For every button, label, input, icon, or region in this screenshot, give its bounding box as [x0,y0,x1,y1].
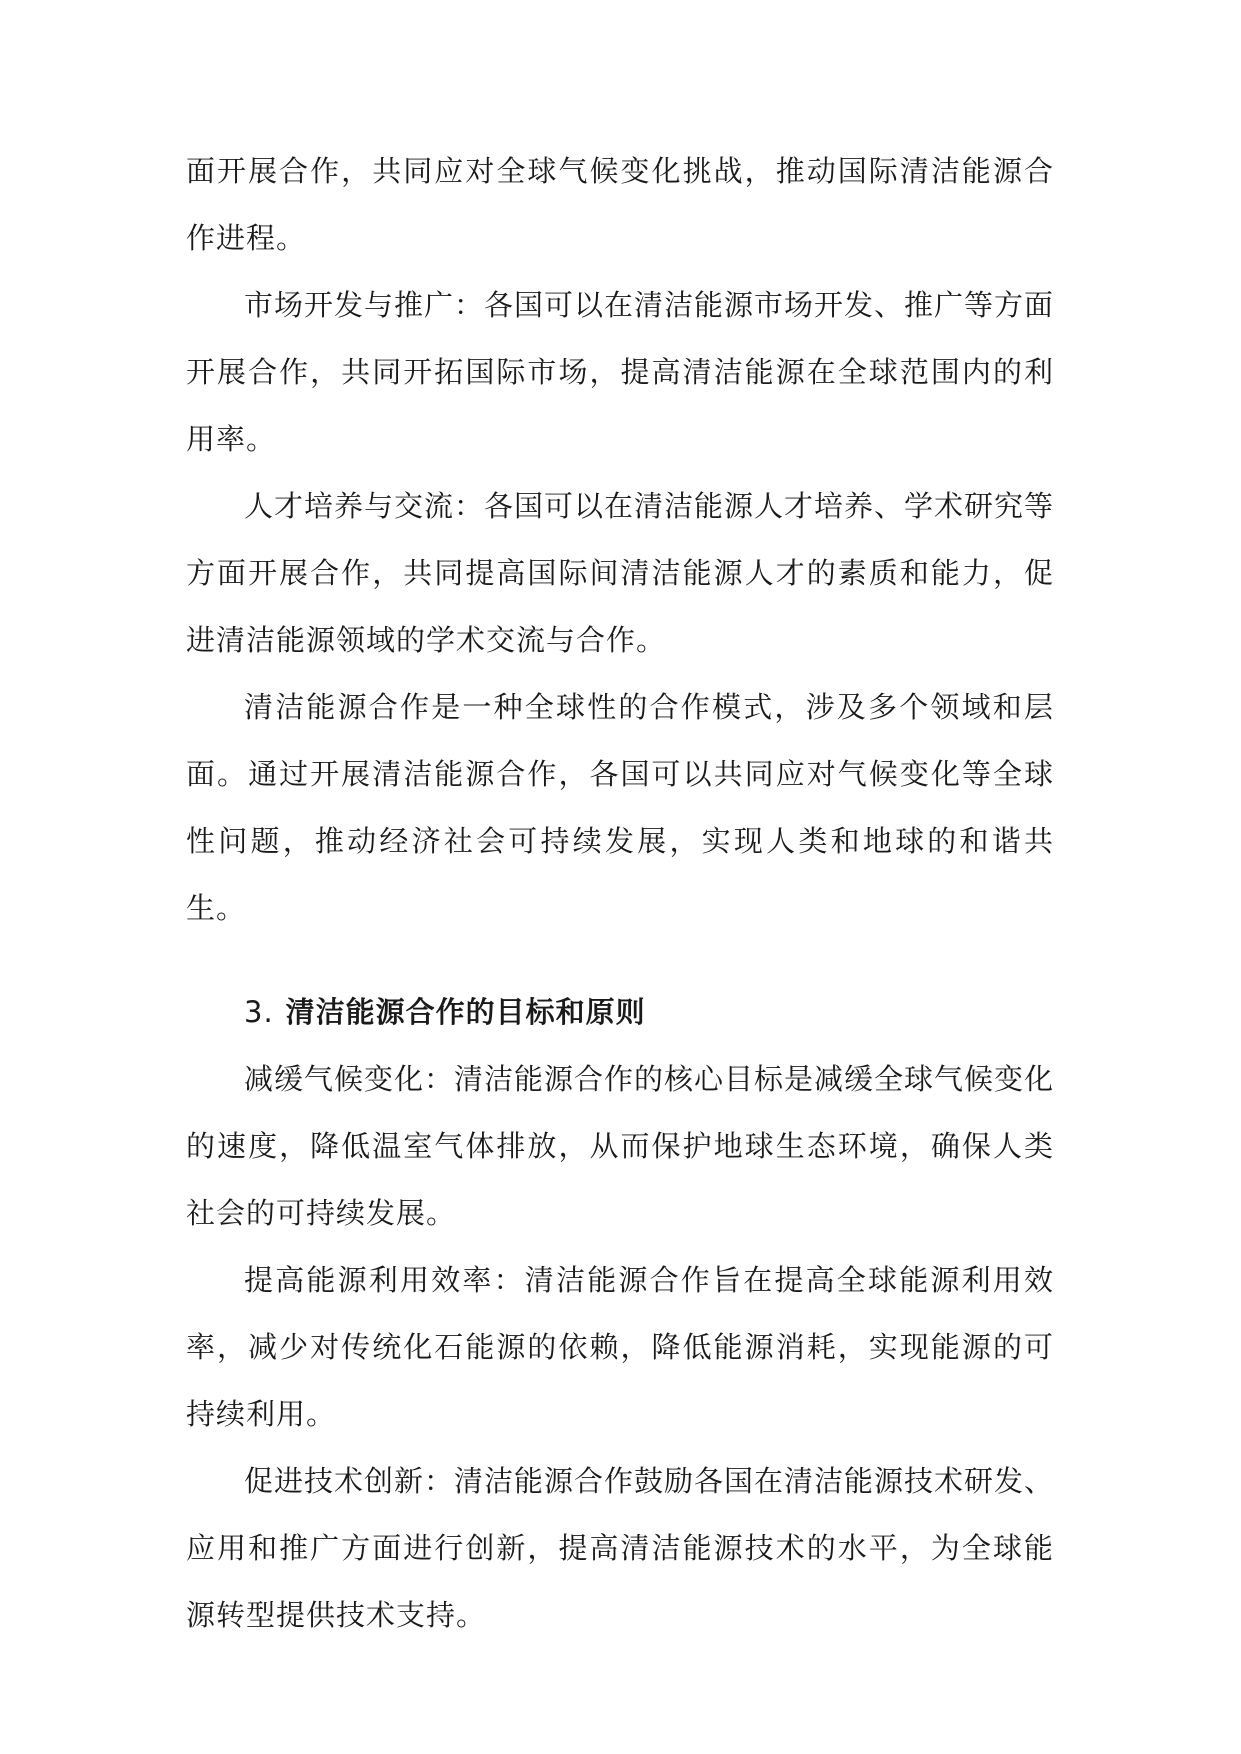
paragraph-market-development: 市场开发与推广：各国可以在清洁能源市场开发、推广等方面开展合作，共同开拓国际市场，提高清洁能源在全球范围内的利用率。 [186,288,1055,456]
section-number: 3. [244,995,274,1029]
section-heading [186,979,1054,1046]
paragraph-summary: 清洁能源合作是一种全球性的合作模式，涉及多个领域和层面。通过开展清洁能源合作，各国可以共同应对气候变化等全球性问题，推动经济社会可持续发展，实现人类和地球的和谐共生。 [186,690,1054,925]
paragraph-continued: 面开展合作，共同应对全球气候变化挑战，推动国际清洁能源合作进程。 [186,154,1054,255]
paragraph-energy-efficiency: 提高能源利用效率：清洁能源合作旨在提高全球能源利用效率，减少对传统化石能源的依赖，降低能源消耗，实现能源的可持续利用。 [186,1263,1054,1431]
paragraph-mitigate-climate-change: 减缓气候变化：清洁能源合作的核心目标是减缓全球气候变化的速度，降低温室气体排放，从而保护地球生态环境，确保人类社会的可持续发展。 [186,1062,1055,1230]
paragraph-talent-training: 人才培养与交流：各国可以在清洁能源人才培养、学术研究等方面开展合作，共同提高国际间清洁能源人才的素质和能力，促进清洁能源领域的学术交流与合作。 [186,489,1055,657]
section-title: 清洁能源合作的目标和原则 [285,995,646,1029]
document-body [186,138,1054,1649]
paragraph-technology-innovation: 促进技术创新：清洁能源合作鼓励各国在清洁能源技术研发、应用和推广方面进行创新，提高清洁能源技术的水平，为全球能源转型提供技术支持。 [186,1464,1055,1632]
